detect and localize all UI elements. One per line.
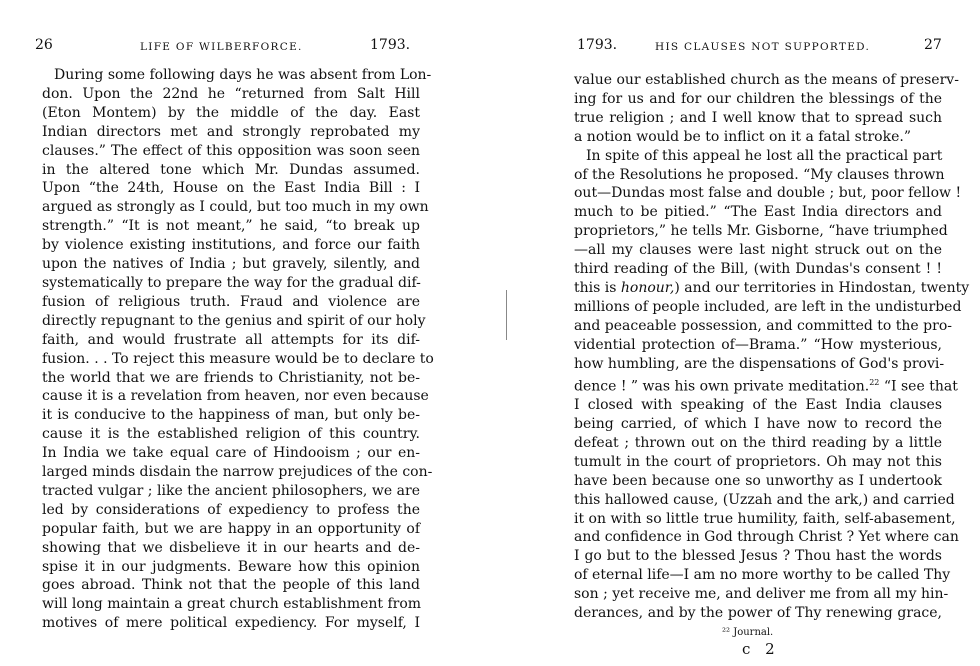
- footnote-ref: 22: [869, 377, 880, 387]
- text-line: spise it in our judgments. Beware how this opinion: [42, 558, 420, 575]
- text-line: it on with so little true humility, faith, self-abasement,: [574, 510, 956, 527]
- right-body-text: [574, 71, 970, 623]
- text-line: dence ! ” was his own private meditation.$^{22}$ “I see that: [574, 377, 958, 395]
- text-line: popular faith, but we are happy in an opportunity of: [42, 520, 420, 537]
- text-line: being carried, of which I have now to record the: [574, 415, 942, 432]
- text-line: During some following days he was absent from Lon-: [54, 67, 432, 83]
- text-line: —all my clauses were last night struck out on the: [574, 242, 942, 259]
- text-line: tracted vulgar ; like the ancient philosophers, we are: [42, 482, 420, 499]
- gutter-mark: [506, 290, 507, 340]
- text-line: value our established church as the means of preserv-: [574, 72, 959, 88]
- text-line: and confidence in God through Christ ? Yet where can: [574, 529, 959, 546]
- text-line: cause it is the established religion of this country.: [42, 426, 420, 443]
- left-body-text: [42, 66, 434, 633]
- text-line: derances, and by the power of Thy renewing grace,: [574, 605, 942, 622]
- text-line: fusion. . . To reject this measure would be to declare to: [42, 350, 434, 367]
- text-line: defeat ; thrown out on the third reading by a little: [574, 434, 942, 451]
- text-line: I go but to the blessed Jesus ? Thou hast the words: [574, 548, 942, 565]
- text-line: upon the natives of India ; but gravely, silently, and: [42, 256, 420, 273]
- text-line: showing that we disbelieve it in our hearts and de-: [42, 539, 420, 556]
- footnote: ²² Journal.: [722, 627, 774, 638]
- text-line: will long maintain a great church establishment from: [42, 596, 422, 613]
- text-line: this is honour,) and our territories in Hindostan, twenty: [574, 279, 970, 296]
- signature-mark: c 2: [742, 640, 780, 658]
- text-line: by violence existing institutions, and force our faith: [42, 237, 420, 254]
- text-line: it is conducive to the happiness of man, but only be-: [42, 407, 420, 424]
- text-line: ing for us and for our children the blessings of the: [574, 90, 942, 107]
- text-line: In spite of this appeal he lost all the practical part: [586, 147, 943, 164]
- text-line: strength.” “It is not meant,” he said, “to break up: [42, 218, 420, 235]
- honour-italic: honour,: [620, 279, 675, 296]
- right-page: [530, 0, 980, 666]
- text-line: fusion of religious truth. Fraud and violence are: [42, 293, 420, 310]
- text-line: faith, and would frustrate all attempts for its dif-: [42, 331, 420, 348]
- text-line: (Eton Montem) by the middle of the day. East: [42, 104, 420, 121]
- text-line: third reading of the Bill, (with Dundas's consent ! !: [574, 261, 942, 278]
- right-running-head: HIS CLAUSES NOT SUPPORTED.: [655, 41, 871, 53]
- text-line: proprietors,” he tells Mr. Gisborne, “have triumphed: [574, 223, 948, 240]
- text-line: cause it is a revelation from heaven, nor even because: [42, 388, 429, 405]
- right-page-number: 27: [924, 37, 942, 53]
- text-line: In India we take equal care of Hindooism ; our en-: [42, 445, 420, 462]
- text-line: how humbling, are the dispensations of God's provi-: [574, 355, 945, 372]
- text-line: larged minds disdain the narrow prejudices of the con-: [42, 464, 433, 481]
- left-page-number: 26: [35, 37, 53, 53]
- text-line: don. Upon the 22nd he “returned from Salt Hill: [42, 85, 420, 102]
- text-line: in the altered tone which Mr. Dundas assumed.: [42, 161, 420, 178]
- text-line: a notion would be to inflict on it a fatal stroke.”: [574, 128, 911, 145]
- text-line: directly repugnant to the genius and spirit of our holy: [42, 312, 426, 329]
- text-line: argued as strongly as I could, but too much in my own: [42, 199, 429, 216]
- text-line: Indian directors met and strongly reprobated my: [42, 123, 420, 140]
- text-line: led by considerations of expediency to profess the: [42, 501, 420, 518]
- text-line: of eternal life—I am no more worthy to be called Thy: [574, 567, 951, 584]
- text-line: out—Dundas most false and double ; but, poor fellow !: [574, 185, 962, 202]
- text-line: I closed with speaking of the East India clauses: [574, 397, 942, 414]
- text-line: millions of people included, are left in the undisturbed: [574, 298, 962, 315]
- text-line: vidential protection of—Brama.” “How mysterious,: [574, 336, 942, 353]
- text-line: have been because one so unworthy as I undertook: [574, 472, 942, 489]
- text-line: much to be pitied.” “The East India directors and: [574, 204, 942, 221]
- right-year: 1793.: [577, 37, 618, 53]
- left-page: [0, 0, 470, 666]
- text-line: Upon “the 24th, House on the East India Bill : I: [42, 180, 420, 197]
- left-running-head: LIFE OF WILBERFORCE.: [140, 41, 303, 53]
- text-line: tumult in the court of proprietors. Oh may not this: [574, 453, 942, 470]
- text-line: and peaceable possession, and committed to the pro-: [574, 317, 952, 334]
- text-line: the world that we are friends to Christianity, not be-: [42, 369, 420, 386]
- text-line: of the Resolutions he proposed. “My clauses thrown: [574, 166, 945, 183]
- text-line: son ; yet receive me, and deliver me from all my hin-: [574, 586, 949, 603]
- text-line: systematically to prepare the way for the gradual dif-: [42, 274, 421, 291]
- text-line: goes abroad. Think not that the people of this land: [42, 577, 420, 594]
- text-line: this hallowed cause, (Uzzah and the ark,) and carried: [574, 491, 955, 508]
- text-line: motives of mere political expediency. For myself, I: [42, 615, 420, 632]
- text-line: true religion ; and I well know that to spread such: [574, 109, 942, 126]
- left-year: 1793.: [370, 37, 411, 53]
- text-line: clauses.” The effect of this opposition was soon seen: [42, 142, 420, 159]
